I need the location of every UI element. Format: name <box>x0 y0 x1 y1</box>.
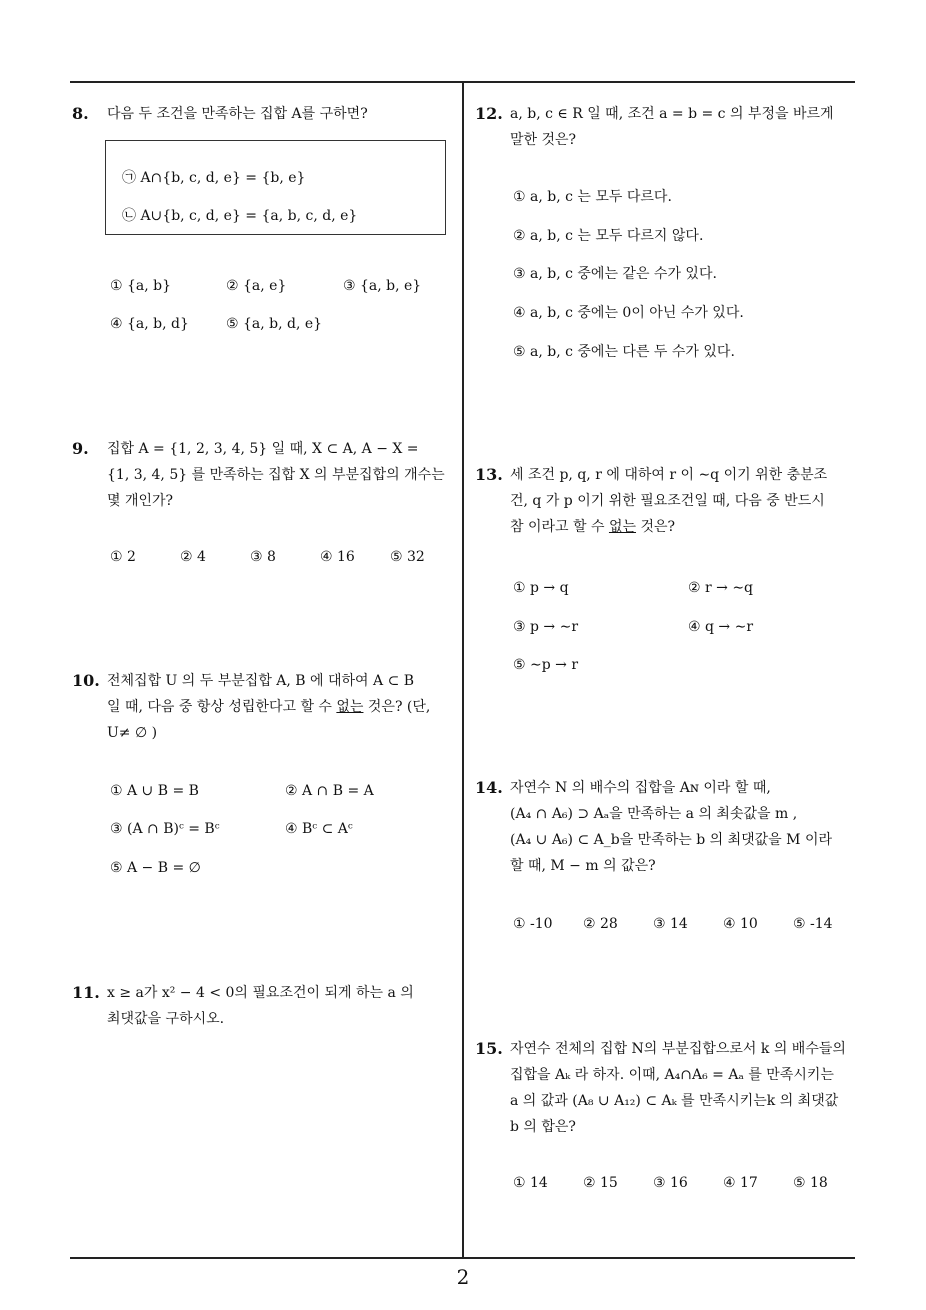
option-1[interactable]: ① 2 <box>110 549 136 565</box>
option-2[interactable]: ② 15 <box>583 1175 618 1191</box>
option-2[interactable]: ② a, b, c 는 모두 다르지 않다. <box>513 228 704 244</box>
option-4[interactable]: ④ Bᶜ ⊂ Aᶜ <box>285 821 353 837</box>
option-3[interactable]: ③ {a, b, e} <box>343 278 422 294</box>
option-4[interactable]: ④ 17 <box>723 1175 758 1191</box>
question-number: 12. <box>475 104 503 123</box>
question-text-line-1: a, b, c ∈ R 일 때, 조건 a = b = c 의 부정을 바르게 <box>510 106 834 122</box>
question-text-line-2: 일 때, 다음 중 항상 성립한다고 할 수 없는 것은? (단, <box>107 699 431 715</box>
question-text-line-1: 세 조건 p, q, r 에 대하여 r 이 ∼q 이기 위한 충분조 <box>510 467 828 483</box>
option-2[interactable]: ② 4 <box>180 549 206 565</box>
question-text-line-3: a 의 값과 (A₈ ∪ A₁₂) ⊂ Aₖ 를 만족시키는k 의 최댓값 <box>510 1093 839 1109</box>
column-divider <box>462 82 464 1258</box>
option-5[interactable]: ⑤ a, b, c 중에는 다른 두 수가 있다. <box>513 344 735 360</box>
question-text-line-3: (A₄ ∪ A₆) ⊂ A_b을 만족하는 b 의 최댓값을 M 이라 <box>510 832 832 848</box>
condition-1: ㉠ A∩{b, c, d, e} = {b, e} <box>122 170 306 186</box>
question-text-line-4: b 의 합은? <box>510 1119 576 1135</box>
option-5[interactable]: ⑤ -14 <box>793 916 833 932</box>
option-5[interactable]: ⑤ 32 <box>390 549 425 565</box>
question-text-line-2: 최댓값을 구하시오. <box>107 1011 225 1027</box>
option-5[interactable]: ⑤ A − B = ∅ <box>110 860 201 876</box>
option-2[interactable]: ② {a, e} <box>226 278 287 294</box>
question-text-line-1: 전체집합 U 의 두 부분집합 A, B 에 대하여 A ⊂ B <box>107 673 415 689</box>
question-number: 8. <box>72 104 89 123</box>
question-text-line-3: 몇 개인가? <box>107 493 174 509</box>
option-1[interactable]: ① {a, b} <box>110 278 172 294</box>
option-4[interactable]: ④ 16 <box>320 549 355 565</box>
option-3[interactable]: ③ a, b, c 중에는 같은 수가 있다. <box>513 266 717 282</box>
question-number: 9. <box>72 439 89 458</box>
option-1[interactable]: ① 14 <box>513 1175 548 1191</box>
question-number: 13. <box>475 465 503 484</box>
question-text-line-2: {1, 3, 4, 5} 를 만족하는 집합 X 의 부분집합의 개수는 <box>107 467 445 483</box>
option-2[interactable]: ② 28 <box>583 916 618 932</box>
question-text-line-1: x ≥ a가 x² − 4 < 0의 필요조건이 되게 하는 a 의 <box>107 985 414 1001</box>
option-4[interactable]: ④ {a, b, d} <box>110 316 189 332</box>
option-1[interactable]: ① p → q <box>513 580 569 596</box>
option-1[interactable]: ① A ∪ B = B <box>110 783 199 799</box>
question-text-line-2: (A₄ ∩ A₆) ⊃ Aₐ을 만족하는 a 의 최솟값을 m , <box>510 806 798 822</box>
question-number: 14. <box>475 778 503 797</box>
option-4[interactable]: ④ q → ∼r <box>688 619 754 635</box>
page-number: 2 <box>456 1265 470 1289</box>
question-text-line-3: 참 이라고 할 수 없는 것은? <box>510 519 676 535</box>
emphasis-underline: 없는 <box>336 699 364 715</box>
option-2[interactable]: ② A ∩ B = A <box>285 783 374 799</box>
question-text-line-2: 집합을 Aₖ 라 하자. 이때, A₄∩A₆ = Aₐ 를 만족시키는 <box>510 1067 834 1083</box>
question-text-line-2: 말한 것은? <box>510 132 577 148</box>
question-number: 15. <box>475 1039 503 1058</box>
option-3[interactable]: ③ 8 <box>250 549 276 565</box>
condition-2: ㉡ A∪{b, c, d, e} = {a, b, c, d, e} <box>122 208 358 224</box>
option-3[interactable]: ③ (A ∩ B)ᶜ = Bᶜ <box>110 821 220 837</box>
option-1[interactable]: ① a, b, c 는 모두 다르다. <box>513 189 672 205</box>
question-text-line-3: U≠ ∅ ) <box>107 725 158 741</box>
question-text-line-1: 자연수 전체의 집합 N의 부분집합으로서 k 의 배수들의 <box>510 1041 846 1057</box>
option-5[interactable]: ⑤ {a, b, d, e} <box>226 316 323 332</box>
question-text-line-4: 할 때, M − m 의 값은? <box>510 858 656 874</box>
option-5[interactable]: ⑤ ∼p → r <box>513 657 579 673</box>
option-3[interactable]: ③ 16 <box>653 1175 688 1191</box>
option-3[interactable]: ③ 14 <box>653 916 688 932</box>
question-text-line-1: 자연수 N 의 배수의 집합을 Aɴ 이라 할 때, <box>510 780 771 796</box>
question-text-line-1: 집합 A = {1, 2, 3, 4, 5} 일 때, X ⊂ A, A − X = <box>107 441 419 457</box>
option-4[interactable]: ④ 10 <box>723 916 758 932</box>
option-1[interactable]: ① -10 <box>513 916 553 932</box>
option-3[interactable]: ③ p → ∼r <box>513 619 579 635</box>
option-2[interactable]: ② r → ∼q <box>688 580 754 596</box>
question-text-line-2: 건, q 가 p 이기 위한 필요조건일 때, 다음 중 반드시 <box>510 493 825 509</box>
question-text: 다음 두 조건을 만족하는 집합 A를 구하면? <box>107 106 368 122</box>
option-5[interactable]: ⑤ 18 <box>793 1175 828 1191</box>
question-number: 11. <box>72 983 100 1002</box>
emphasis-underline: 없는 <box>608 519 637 535</box>
option-4[interactable]: ④ a, b, c 중에는 0이 아닌 수가 있다. <box>513 305 744 321</box>
question-number: 10. <box>72 671 100 690</box>
bottom-rule <box>70 1257 855 1259</box>
